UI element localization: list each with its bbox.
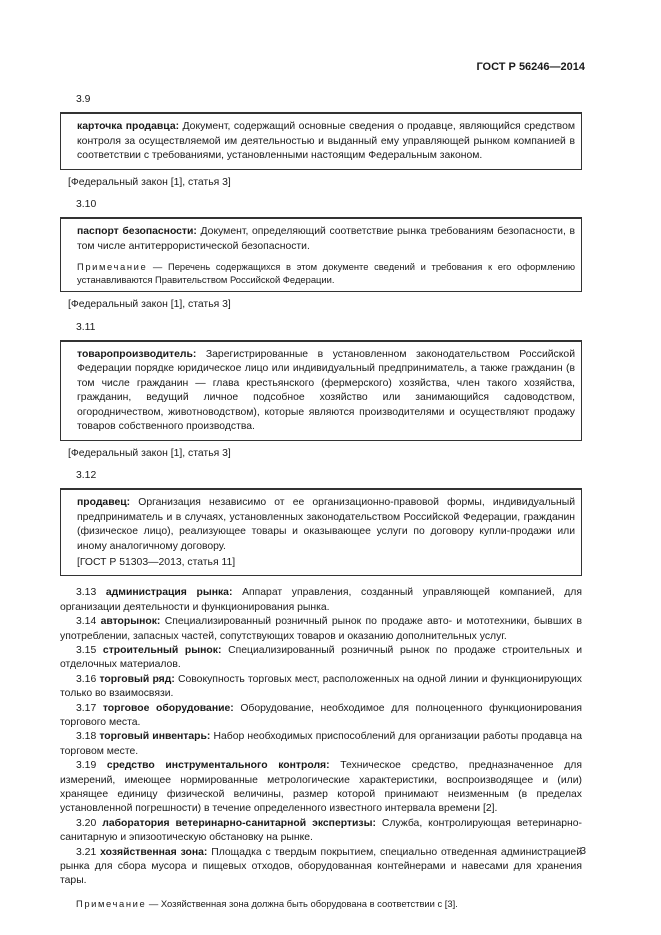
term-box-safety-passport (60, 217, 582, 292)
term-name: карточка продавца: (77, 121, 180, 133)
term-source: [ГОСТ Р 51303—2013, статья 11] (77, 556, 236, 568)
term-definition: Зарегистрированные в установленном законодательством Российской Федерации порядке юридическое лицо или индивидуальный предприниматель, а также гражданин (в том числе гражданин — глава крестьянского (фермерского) хозяйства, член такого хозяйства, гражданин, ведущий личное подсобное хозяйство или занимающийся садоводством, огородничеством, животноводством), которые являются производителями и осуществляют продажу товаров собственного производства. (77, 349, 575, 433)
term-paragraph: 3.17 торговое оборудование: Оборудование, необходимое для полноценного функционирования торгового места. (60, 702, 583, 728)
term-definition: Документ, определяющий соответствие рынка требованиям безопасности, в том числе антитеррористической безопасности. (77, 226, 575, 252)
term-paragraph: 3.14 авторынок: Специализированный розничный рынок по продаже авто- и мототехники, бывших в употреблении, запасных частей, сопутствующих товаров и оказанию дополнительных услуг. (60, 616, 582, 642)
term-definition: Организация независимо от ее организационно-правовой формы, индивидуальный предприниматель и в случаях, установленных законодательством Российской Федерации, гражданин (физическое лицо), реализующее товары и оказывающее услуги по договору купли-продажи или иному аналогичному договору. (77, 497, 575, 552)
note-label: Примечание (76, 897, 147, 909)
term-paragraph: 3.18 торговый инвентарь: Набор необходимых приспособлений для организации работы продавца на торговом месте. (60, 731, 582, 757)
note-text: — Перечень содержащихся в этом документе сведений и требования к его оформлению устанавливаются Правительством Российской Федерации. (77, 261, 575, 286)
term-paragraph: 3.20 лаборатория ветеринарно-санитарной экспертизы: Служба, контролирующая ветеринарно-санитарную и эпизоотическую обстановку на рынке. (60, 817, 583, 844)
term-paragraph: 3.13 администрация рынка: Аппарат управления, созданный управляющей компанией, для организации деятельности и функционирования рынка. (60, 587, 582, 613)
term-name: продавец: (77, 497, 131, 509)
term-source: [Федеральный закон [1], статья 3] (68, 299, 231, 311)
term-source: [Федеральный закон [1], статья 3] (68, 447, 231, 459)
term-number: 3.10 (76, 199, 97, 211)
term-paragraph: 3.15 строительный рынок: Специализированный розничный рынок по продаже строительных и отделочных материалов. (60, 644, 583, 671)
note-label: Примечание (77, 261, 148, 273)
page-content (60, 90, 582, 910)
term-paragraph: 3.16 торговый ряд: Совокупность торговых мест, расположенных на одной линии и функционирующих только во взаимосвязи. (60, 673, 582, 700)
term-name: паспорт безопасности: (77, 226, 197, 238)
term-paragraph: 3.19 средство инструментального контроля: Техническое средство, предназначенное для измерений, имеющее нормированные метрологические характеристики, воспроизводящее и (или) хранящее единицу физической величины, размер которой принимают неизменным (в пределах установленной погрешности) в течение определенного известного интервала времени [2]. (60, 760, 582, 815)
final-note (60, 897, 582, 910)
term-box-producer (60, 340, 582, 440)
document-code: ГОСТ Р 56246—2014 (476, 61, 585, 73)
term-box-seller-card (60, 112, 582, 169)
note-text: — Хозяйственная зона должна быть оборудована в соответствии с [3]. (146, 897, 458, 909)
term-box-seller (60, 488, 582, 576)
term-number: 3.11 (76, 321, 96, 333)
term-number: 3.12 (76, 469, 97, 481)
term-paragraph: 3.21 хозяйственная зона: Площадка с твердым покрытием, специально отведенная администрацией рынка для сбора мусора и пищевых отходов, оборудованная контейнерами и навесами для хранения тары. (60, 846, 583, 887)
term-number: 3.9 (76, 94, 91, 105)
term-name: товаропроизводитель: (77, 349, 197, 361)
term-definition: Документ, содержащий основные сведения о продавце, являющийся средством контроля за осуществляемой им деятельностью и выданный ему управляющей рынком компанией в соответствии с требованиями, установленными настоящим Федеральным законом. (77, 121, 575, 162)
page-number: 3 (580, 846, 586, 857)
term-source: [Федеральный закон [1], статья 3] (68, 176, 231, 188)
terms-list (60, 586, 582, 910)
term-note (77, 260, 575, 286)
